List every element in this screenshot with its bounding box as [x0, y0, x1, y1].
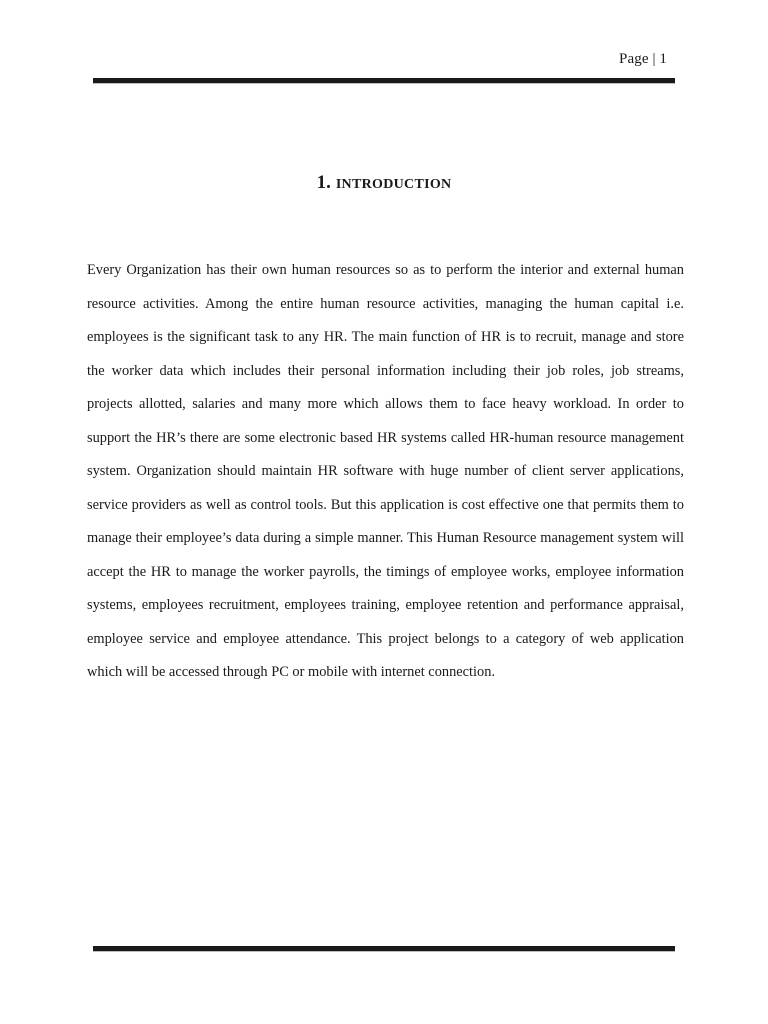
footer-rule	[93, 946, 675, 951]
page-number: Page | 1	[619, 51, 667, 67]
body-paragraph: Every Organization has their own human resources so as to perform the interior and external human resource activities. Among the entire human resource activities, managing the human capital i.e. employees is the significant task to any HR. The main function of HR is to recruit, manage and store the worker data which includes their personal information including their job roles, job streams, projects allotted, salaries and many more which allows them to face heavy workload. In order to support the HR’s there are some electronic based HR systems called HR-human resource management system. Organization should maintain HR software with huge number of client server applications, service providers as well as control tools. But this application is cost effective one that permits them to manage their employee’s data during a simple manner. This Human Resource management system will accept the HR to manage the worker payrolls, the timings of employee works, employee information systems, employees recruitment, employees training, employee retention and performance appraisal, employee service and employee attendance. This project belongs to a category of web application which will be accessed through PC or mobile with internet connection.	[87, 262, 684, 680]
section-number: 1.	[316, 172, 331, 193]
section-heading	[0, 172, 768, 194]
header-rule	[93, 78, 675, 83]
section-title: INTRODUCTION	[335, 177, 452, 192]
